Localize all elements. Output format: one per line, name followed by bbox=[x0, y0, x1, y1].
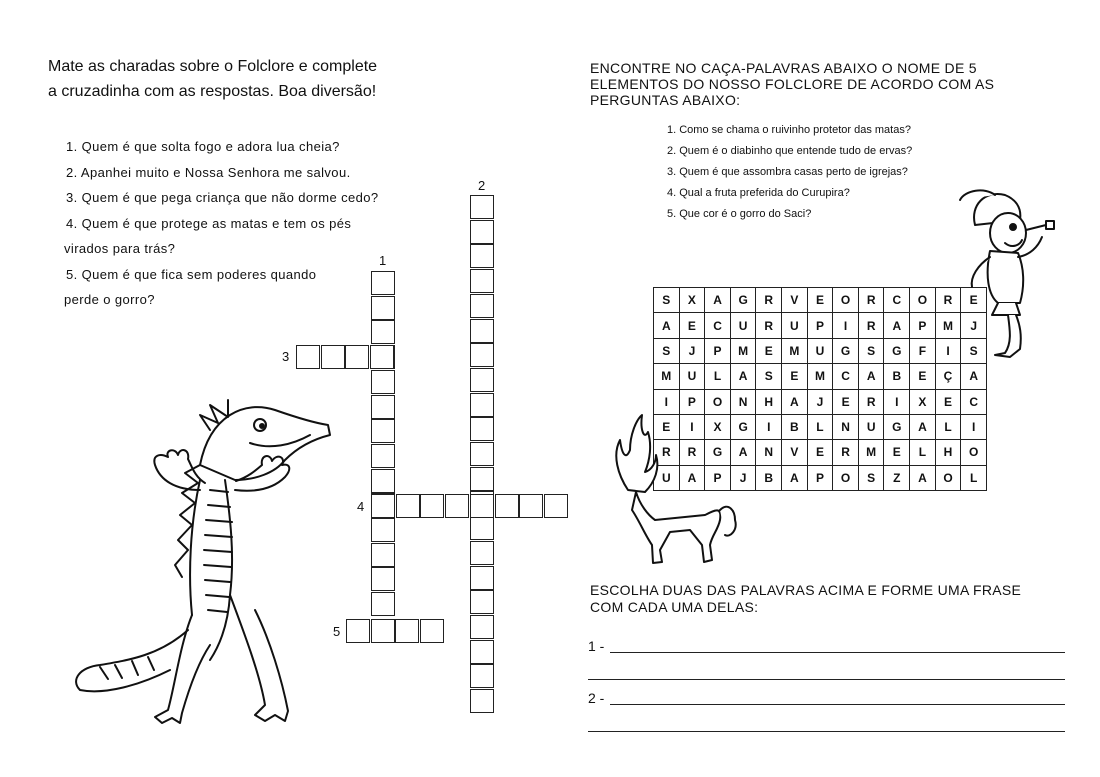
word-search-cell[interactable]: V bbox=[782, 288, 808, 313]
word-search-cell[interactable]: G bbox=[705, 440, 731, 465]
word-search-cell[interactable]: V bbox=[782, 440, 808, 465]
word-search-cell[interactable]: A bbox=[654, 313, 680, 338]
word-search-cell[interactable]: O bbox=[935, 465, 961, 490]
word-search-cell[interactable]: R bbox=[858, 288, 884, 313]
crossword-cell-2[interactable] bbox=[470, 689, 494, 713]
word-search-cell[interactable]: I bbox=[961, 414, 987, 439]
word-search-cell[interactable]: G bbox=[730, 414, 756, 439]
crossword-number-5: 5 bbox=[333, 624, 341, 639]
word-search-cell[interactable]: R bbox=[756, 313, 782, 338]
saci-drawing bbox=[950, 185, 1070, 360]
word-search-cell[interactable]: J bbox=[807, 389, 833, 414]
riddle-1: 1. Quem é que solta fogo e adora lua cheia? bbox=[66, 139, 340, 154]
crossword-cell-5[interactable] bbox=[371, 619, 395, 643]
word-search-cell[interactable]: G bbox=[833, 338, 859, 363]
sentence-task-title bbox=[590, 582, 1070, 616]
instructions-line-1: Mate as charadas sobre o Folclore e complete bbox=[48, 58, 378, 75]
crossword-cell-1[interactable] bbox=[371, 518, 395, 542]
word-search-questions bbox=[667, 123, 967, 228]
question-2: 2. Quem é o diabinho que entende tudo de ervas? bbox=[667, 145, 913, 157]
crossword-cell-4[interactable] bbox=[445, 494, 469, 518]
word-search-cell[interactable]: I bbox=[935, 338, 961, 363]
crossword-cell-1[interactable] bbox=[371, 296, 395, 320]
word-search-cell[interactable]: P bbox=[807, 465, 833, 490]
crossword-cell-1[interactable] bbox=[371, 567, 395, 591]
question-5: 5. Que cor é o gorro do Saci? bbox=[667, 208, 812, 220]
crossword-cell-2[interactable] bbox=[470, 368, 494, 392]
word-search-cell[interactable]: A bbox=[884, 313, 910, 338]
word-search-cell[interactable]: G bbox=[884, 414, 910, 439]
crossword-cell-4[interactable] bbox=[544, 494, 568, 518]
word-search-cell[interactable]: E bbox=[807, 440, 833, 465]
word-search-cell[interactable]: J bbox=[679, 338, 705, 363]
riddle-list bbox=[66, 134, 396, 313]
riddle-4: 4. Quem é que protege as matas e tem os pés bbox=[66, 215, 352, 231]
word-search-cell[interactable]: U bbox=[654, 465, 680, 490]
word-search-cell[interactable]: R bbox=[756, 288, 782, 313]
word-search-cell[interactable]: M bbox=[654, 364, 680, 389]
word-search-cell[interactable]: M bbox=[730, 338, 756, 363]
word-search-cell[interactable]: O bbox=[910, 288, 936, 313]
word-search-cell[interactable]: O bbox=[833, 465, 859, 490]
question-3: 3. Quem é que assombra casas perto de igrejas? bbox=[667, 166, 908, 178]
word-search-cell[interactable]: J bbox=[961, 313, 987, 338]
word-search-cell[interactable]: P bbox=[910, 313, 936, 338]
crossword-cell-4[interactable] bbox=[519, 494, 543, 518]
word-search-cell[interactable]: X bbox=[705, 414, 731, 439]
riddle-3: 3. Quem é que pega criança que não dorme cedo? bbox=[66, 190, 379, 205]
word-search-cell[interactable]: B bbox=[884, 364, 910, 389]
word-search-cell[interactable]: N bbox=[756, 440, 782, 465]
word-search-cell[interactable]: H bbox=[935, 440, 961, 465]
crossword-cell-4[interactable] bbox=[371, 494, 395, 518]
word-search-cell[interactable]: A bbox=[782, 465, 808, 490]
crossword-number-3: 3 bbox=[282, 349, 290, 364]
sentence-1-line-extra[interactable] bbox=[588, 679, 1065, 680]
word-search-cell[interactable]: C bbox=[961, 389, 987, 414]
word-search-cell[interactable]: R bbox=[679, 440, 705, 465]
word-search-title bbox=[590, 60, 1060, 108]
sentence-2-line[interactable] bbox=[610, 704, 1065, 705]
word-search-cell[interactable]: E bbox=[807, 288, 833, 313]
word-search-cell[interactable]: P bbox=[679, 389, 705, 414]
word-search-cell[interactable]: A bbox=[705, 288, 731, 313]
word-search-cell[interactable]: L bbox=[910, 440, 936, 465]
riddle-5: 5. Quem é que fica sem poderes quando bbox=[66, 266, 317, 282]
word-search-cell[interactable]: S bbox=[858, 338, 884, 363]
word-search-cell[interactable]: G bbox=[730, 288, 756, 313]
word-search-cell[interactable]: X bbox=[679, 288, 705, 313]
word-search-cell[interactable]: R bbox=[833, 440, 859, 465]
word-search-cell[interactable]: E bbox=[756, 338, 782, 363]
sentence-task-title-line-2: COM CADA UMA DELAS: bbox=[590, 599, 759, 615]
crossword-cell-2[interactable] bbox=[470, 664, 494, 688]
word-search-cell[interactable]: S bbox=[654, 288, 680, 313]
word-search-cell[interactable]: E bbox=[961, 288, 987, 313]
word-search-cell[interactable]: L bbox=[705, 364, 731, 389]
word-search-cell[interactable]: B bbox=[756, 465, 782, 490]
word-search-cell[interactable]: I bbox=[679, 414, 705, 439]
crossword-cell-2[interactable] bbox=[470, 343, 494, 367]
crossword-cell-3[interactable] bbox=[370, 345, 394, 369]
word-search-cell[interactable]: L bbox=[961, 465, 987, 490]
crossword-cell-4[interactable] bbox=[420, 494, 444, 518]
instructions bbox=[48, 54, 428, 104]
riddle-4-continued: virados para trás? bbox=[64, 241, 176, 256]
word-search-cell[interactable]: E bbox=[910, 364, 936, 389]
word-search-cell[interactable]: A bbox=[679, 465, 705, 490]
word-search-cell[interactable]: E bbox=[782, 364, 808, 389]
crossword-cell-2[interactable] bbox=[470, 417, 494, 441]
word-search-cell[interactable]: U bbox=[807, 338, 833, 363]
word-search-cell[interactable]: A bbox=[730, 364, 756, 389]
word-search-cell[interactable]: E bbox=[833, 389, 859, 414]
word-search-cell[interactable]: S bbox=[858, 465, 884, 490]
word-search-cell[interactable]: B bbox=[782, 414, 808, 439]
sentence-2-line-extra[interactable] bbox=[588, 731, 1065, 732]
crossword-cell-2[interactable] bbox=[470, 195, 494, 219]
question-1: 1. Como se chama o ruivinho protetor das matas? bbox=[667, 124, 911, 136]
sentence-task-title-line-1: ESCOLHA DUAS DAS PALAVRAS ACIMA E FORME UMA FRASE bbox=[590, 582, 1022, 598]
crossword-cell-2[interactable] bbox=[470, 269, 494, 293]
word-search-cell[interactable]: A bbox=[858, 364, 884, 389]
word-search-cell[interactable]: J bbox=[730, 465, 756, 490]
word-search-cell[interactable]: U bbox=[730, 313, 756, 338]
crossword-cell-2[interactable] bbox=[470, 566, 494, 590]
crossword-cell-2[interactable] bbox=[470, 244, 494, 268]
crossword-cell-5[interactable] bbox=[346, 619, 370, 643]
question-4: 4. Qual a fruta preferida do Curupira? bbox=[667, 187, 850, 199]
word-search-cell[interactable]: R bbox=[858, 313, 884, 338]
word-search-cell[interactable]: I bbox=[654, 389, 680, 414]
word-search-cell[interactable]: R bbox=[858, 389, 884, 414]
word-search-cell[interactable]: A bbox=[730, 440, 756, 465]
crossword-cell-1[interactable] bbox=[371, 592, 395, 616]
word-search-cell[interactable]: M bbox=[935, 313, 961, 338]
sentence-2-label: 2 - bbox=[588, 690, 605, 706]
crossword-cell-1[interactable] bbox=[371, 320, 395, 344]
word-search-cell[interactable]: N bbox=[730, 389, 756, 414]
crossword-cell-2[interactable] bbox=[470, 516, 494, 540]
crossword-cell-1[interactable] bbox=[371, 543, 395, 567]
word-search-cell[interactable]: A bbox=[782, 389, 808, 414]
word-search-cell[interactable]: O bbox=[705, 389, 731, 414]
crossword-cell-4[interactable] bbox=[495, 494, 519, 518]
word-search-cell[interactable]: U bbox=[679, 364, 705, 389]
word-search-cell[interactable]: C bbox=[833, 364, 859, 389]
word-search-cell[interactable]: E bbox=[654, 414, 680, 439]
crossword-cell-1[interactable] bbox=[371, 395, 395, 419]
word-search-cell[interactable]: A bbox=[910, 465, 936, 490]
crossword-cell-3[interactable] bbox=[345, 345, 369, 369]
word-search-cell[interactable]: M bbox=[807, 364, 833, 389]
sentence-1-label: 1 - bbox=[588, 638, 605, 654]
word-search-row bbox=[654, 288, 987, 313]
riddle-2: 2. Apanhei muito e Nossa Senhora me salvou. bbox=[66, 164, 351, 180]
word-search-cell[interactable]: P bbox=[705, 338, 731, 363]
word-search-cell[interactable]: A bbox=[961, 364, 987, 389]
crossword-cell-2[interactable] bbox=[470, 640, 494, 664]
word-search-cell[interactable]: O bbox=[961, 440, 987, 465]
word-search-row bbox=[654, 313, 987, 338]
word-search-cell[interactable]: H bbox=[756, 389, 782, 414]
word-search-cell[interactable]: C bbox=[884, 288, 910, 313]
crossword-cell-4[interactable] bbox=[470, 494, 494, 518]
crossword-cell-2[interactable] bbox=[470, 615, 494, 639]
word-search-row bbox=[654, 338, 987, 363]
word-search-cell[interactable]: E bbox=[679, 313, 705, 338]
crossword-cell-1[interactable] bbox=[371, 370, 395, 394]
word-search-cell[interactable]: S bbox=[961, 338, 987, 363]
word-search-cell[interactable]: F bbox=[910, 338, 936, 363]
word-search-cell[interactable]: N bbox=[833, 414, 859, 439]
headless-mule-drawing bbox=[600, 410, 745, 570]
word-search-cell[interactable]: E bbox=[935, 389, 961, 414]
word-search-cell[interactable]: G bbox=[884, 338, 910, 363]
word-search-title-line-2: ELEMENTOS DO NOSSO FOLCLORE DE ACORDO COM AS bbox=[590, 76, 995, 92]
crossword-cell-3[interactable] bbox=[321, 345, 345, 369]
instructions-line-2: a cruzadinha com as respostas. Boa diversão! bbox=[48, 83, 377, 100]
word-search-cell[interactable]: Z bbox=[884, 465, 910, 490]
word-search-title-line-3: PERGUNTAS ABAIXO: bbox=[590, 92, 741, 108]
word-search-cell[interactable]: U bbox=[782, 313, 808, 338]
crossword-number-1: 1 bbox=[379, 253, 387, 268]
word-search-cell[interactable]: L bbox=[935, 414, 961, 439]
crossword-cell-2[interactable] bbox=[470, 220, 494, 244]
word-search-cell[interactable]: S bbox=[756, 364, 782, 389]
crossword-number-4: 4 bbox=[357, 499, 365, 514]
crossword-cell-5[interactable] bbox=[395, 619, 419, 643]
crossword-cell-3[interactable] bbox=[296, 345, 320, 369]
word-search-cell[interactable]: C bbox=[705, 313, 731, 338]
word-search-cell[interactable]: O bbox=[833, 288, 859, 313]
word-search-cell[interactable]: E bbox=[884, 440, 910, 465]
crossword-cell-2[interactable] bbox=[470, 294, 494, 318]
word-search-cell[interactable]: I bbox=[884, 389, 910, 414]
crossword-cell-2[interactable] bbox=[470, 541, 494, 565]
word-search-cell[interactable]: R bbox=[654, 440, 680, 465]
crossword-cell-2[interactable] bbox=[470, 319, 494, 343]
word-search-cell[interactable]: I bbox=[833, 313, 859, 338]
crossword-cell-4[interactable] bbox=[396, 494, 420, 518]
sentence-1-line[interactable] bbox=[610, 652, 1065, 653]
crossword-cell-5[interactable] bbox=[420, 619, 444, 643]
crossword-cell-2[interactable] bbox=[470, 393, 494, 417]
crossword-cell-2[interactable] bbox=[470, 467, 494, 491]
word-search-cell[interactable]: U bbox=[858, 414, 884, 439]
crossword-cell-2[interactable] bbox=[470, 442, 494, 466]
word-search-cell[interactable]: Ç bbox=[935, 364, 961, 389]
alligator-drawing bbox=[60, 395, 340, 735]
word-search-cell[interactable]: I bbox=[756, 414, 782, 439]
crossword-cell-1[interactable] bbox=[371, 469, 395, 493]
word-search-cell[interactable]: P bbox=[705, 465, 731, 490]
word-search-cell[interactable]: X bbox=[910, 389, 936, 414]
riddle-5-continued: perde o gorro? bbox=[64, 292, 155, 307]
word-search-row bbox=[654, 364, 987, 389]
crossword-cell-1[interactable] bbox=[371, 271, 395, 295]
crossword-cell-1[interactable] bbox=[371, 419, 395, 443]
crossword-cell-2[interactable] bbox=[470, 590, 494, 614]
word-search-cell[interactable]: S bbox=[654, 338, 680, 363]
word-search-title-line-1: ENCONTRE NO CAÇA-PALAVRAS ABAIXO O NOME DE 5 bbox=[590, 60, 977, 76]
word-search-cell[interactable]: R bbox=[935, 288, 961, 313]
word-search-cell[interactable]: L bbox=[807, 414, 833, 439]
word-search-cell[interactable]: P bbox=[807, 313, 833, 338]
word-search-cell[interactable]: M bbox=[858, 440, 884, 465]
crossword-cell-1[interactable] bbox=[371, 444, 395, 468]
word-search-cell[interactable]: A bbox=[910, 414, 936, 439]
crossword-number-2: 2 bbox=[478, 178, 486, 193]
word-search-cell[interactable]: M bbox=[782, 338, 808, 363]
